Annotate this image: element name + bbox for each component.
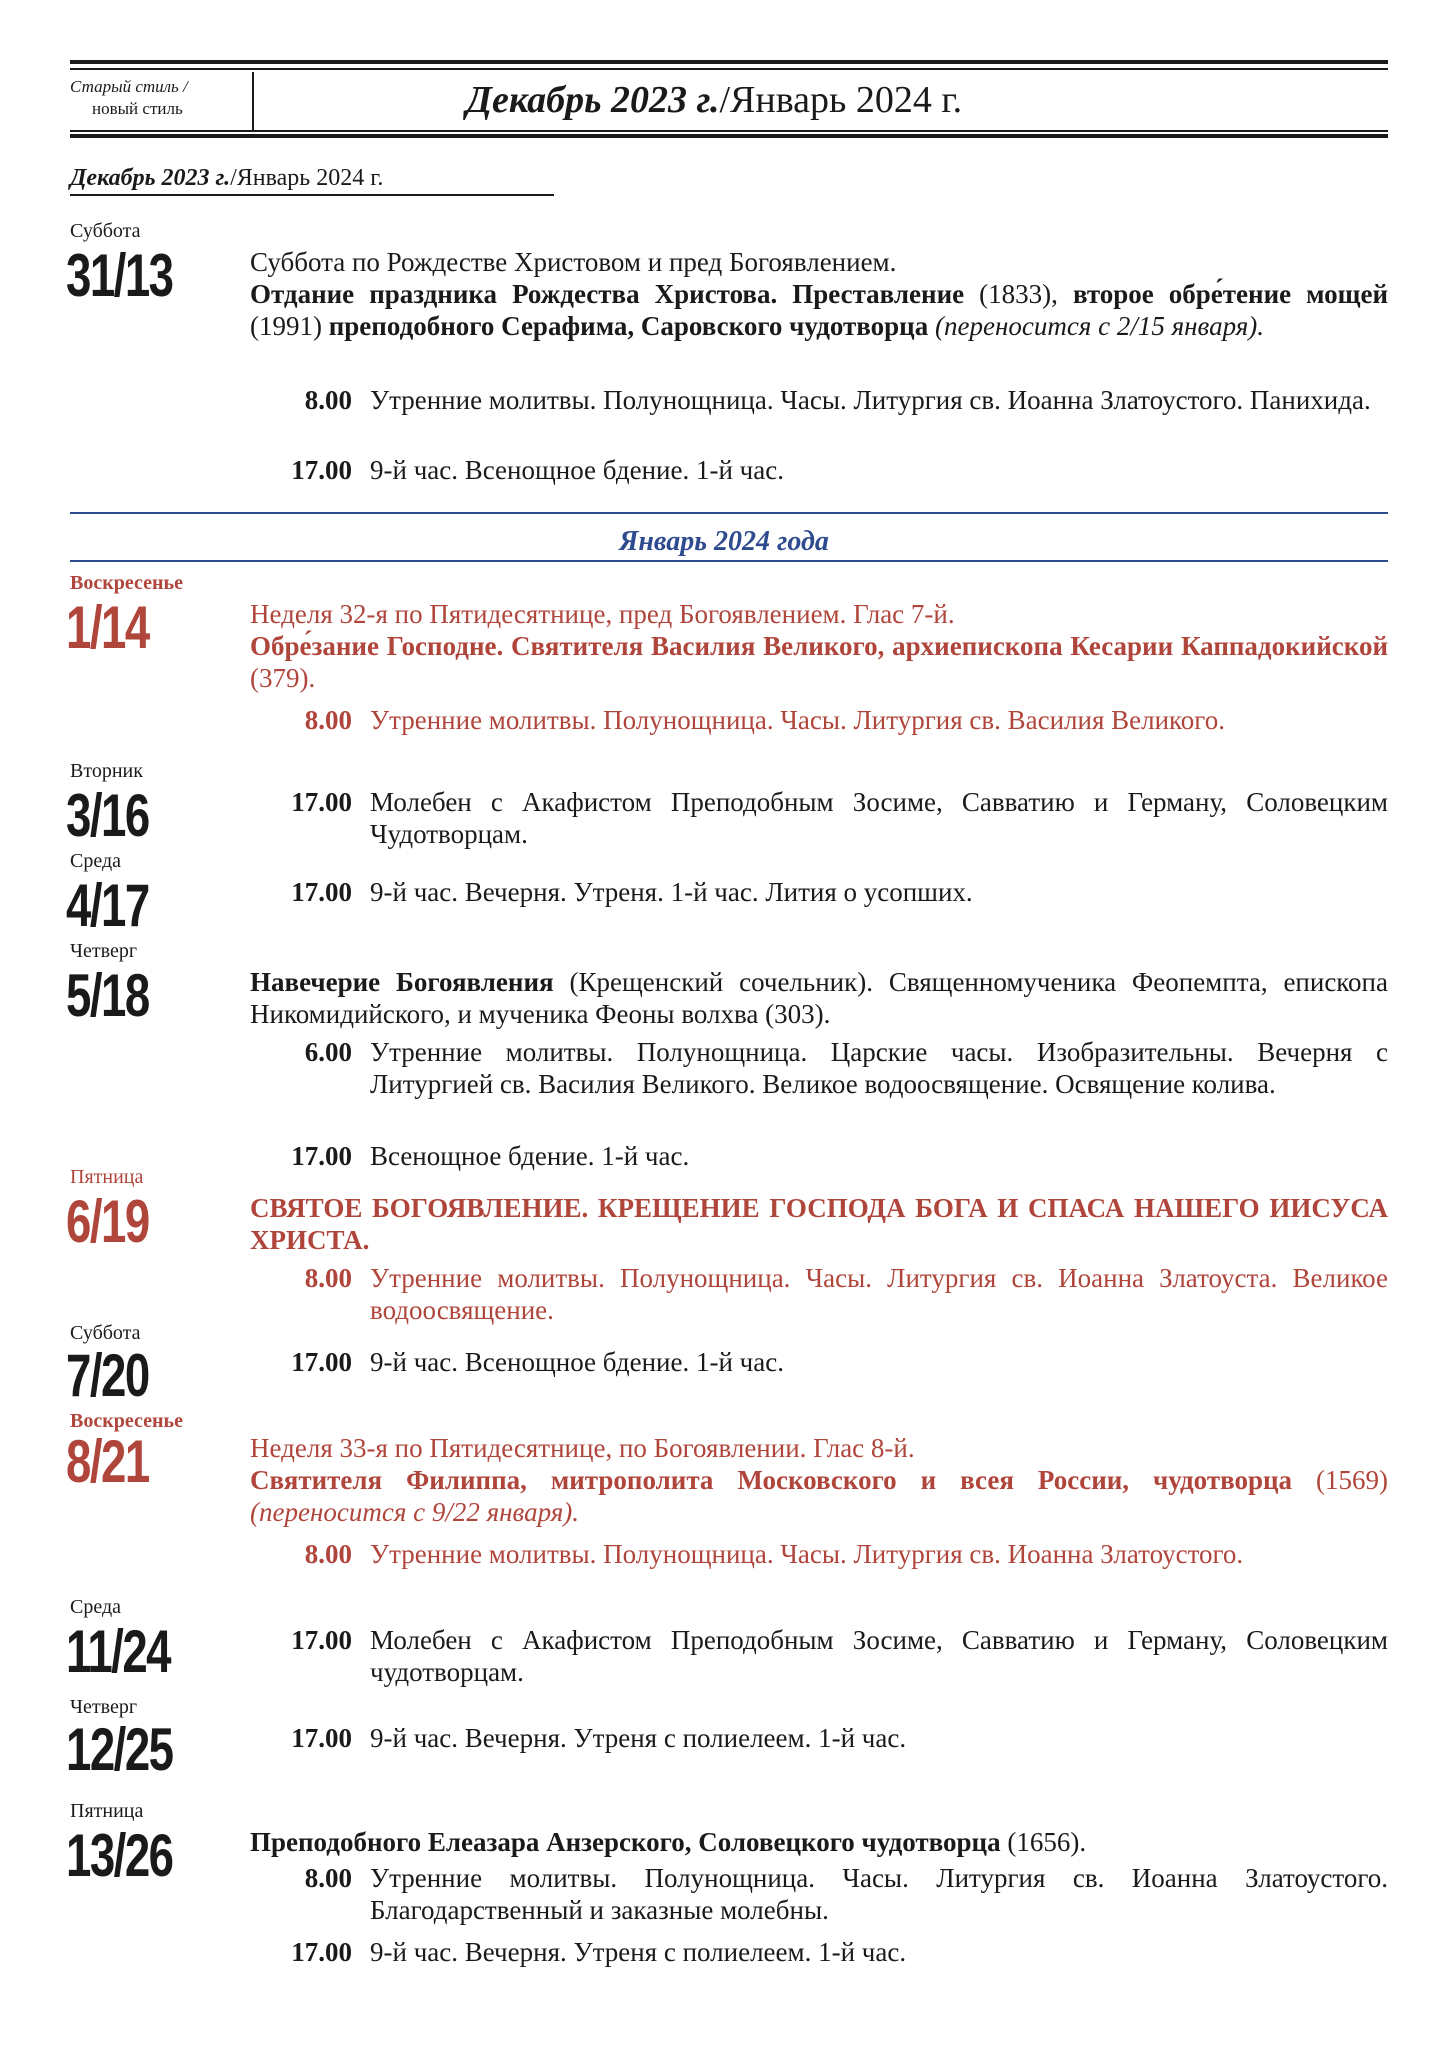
day-weekday: Воскресенье [70, 572, 183, 594]
day-weekday: Пятница [70, 1166, 144, 1188]
page-title-rest: /Январь 2024 г. [719, 79, 963, 121]
service-time: 17.00 [291, 1347, 352, 1377]
service-time: 17.00 [291, 787, 352, 817]
section-subtitle-rest: /Январь 2024 г. [230, 165, 384, 191]
feast-title: Преподобного Елеазара Анзерского, Соловецкого чудотворца [250, 1827, 1001, 1857]
day-weekday: Среда [70, 850, 122, 872]
service-entry [250, 1036, 1388, 1100]
service-time: 6.00 [304, 1037, 352, 1067]
feast-year: (1833), [964, 279, 1073, 309]
service-entry [250, 1862, 1388, 1926]
day-date: 6/19 [66, 1188, 149, 1255]
header-top-rule-thin [70, 68, 1388, 70]
day-date: 11/24 [66, 1618, 171, 1685]
day-date: 3/16 [66, 782, 149, 849]
service-entry [250, 1624, 1388, 1688]
feast-note: (переносится с 9/22 января). [250, 1497, 580, 1527]
service-entry [250, 454, 1388, 486]
service-text: 9-й час. Вечерня. Утреня. 1-й час. Лития о усопших. [370, 877, 973, 907]
feast-year: (1656). [1000, 1827, 1087, 1857]
service-time: 8.00 [304, 1539, 352, 1569]
service-entry [250, 704, 1388, 736]
service-text: Всенощное бдение. 1-й час. [370, 1141, 690, 1171]
service-text: Молебен с Акафистом Преподобным Зосиме, Савватию и Герману, Соловецким чудотворцам. [370, 1625, 1388, 1687]
header-style-line2: новый стиль [92, 99, 183, 118]
service-entry [250, 876, 1388, 908]
feast-text: (Крещенский сочельник). Священномученика Феопемпта, епископа Никомидийского, и мученика Феоны волхва (303). [250, 967, 1388, 1029]
feast-note: (переносится с 2/15 января). [934, 311, 1265, 341]
service-time: 17.00 [291, 1625, 352, 1655]
month-rule-bottom [70, 560, 1388, 562]
header-top-rule-thick [70, 60, 1388, 64]
page-title [466, 78, 962, 122]
feast-title: Отдание праздника Рождества Христова. Преставление [250, 279, 965, 309]
service-text: 9-й час. Всенощное бдение. 1-й час. [370, 1347, 784, 1377]
day-date: 4/17 [66, 872, 149, 939]
day-weekday: Среда [70, 1596, 122, 1618]
service-entry [250, 1262, 1388, 1326]
day-weekday: Суббота [70, 220, 141, 242]
service-text: Утренние молитвы. Полунощница. Царские часы. Изобразительны. Вечерня с Литургией св. Василия Великого. Великое водоосвящение. Освящение колива. [370, 1037, 1388, 1099]
day-description [250, 1192, 1388, 1256]
header-style-line1: Старый стиль / [70, 77, 188, 96]
service-time: 8.00 [304, 705, 352, 735]
service-time: 8.00 [304, 1863, 352, 1893]
service-entry [250, 786, 1388, 850]
service-time: 17.00 [291, 1937, 352, 1967]
service-entry [250, 1936, 1388, 1968]
day-description [250, 246, 1388, 342]
month-rule-top [70, 512, 1388, 514]
service-time: 17.00 [291, 1141, 352, 1171]
feast-title: СВЯТОЕ БОГОЯВЛЕНИЕ. КРЕЩЕНИЕ ГОСПОДА БОГА И СПАСА НАШЕГО ИИСУСА ХРИСТА. [250, 1193, 1388, 1255]
service-text: 9-й час. Вечерня. Утреня с полиелеем. 1-й час. [370, 1937, 907, 1967]
service-time: 17.00 [291, 877, 352, 907]
feast-title: Святителя Филиппа, митрополита Московского и всея России, чудотворца [250, 1465, 1293, 1495]
header-bottom-rule-thin [70, 130, 1388, 132]
day-date: 8/21 [66, 1428, 149, 1495]
day-line: Неделя 33-я по Пятидесятнице, по Богоявлении. Глас 8-й. [250, 1433, 915, 1463]
service-entry [250, 1346, 1388, 1378]
feast-title: Обре́зание Господне. Святителя Василия Великого, архиепископа Кесарии Каппадокийской [250, 631, 1388, 661]
feast-title: Навечерие Богоявления [250, 967, 554, 997]
service-text: 9-й час. Всенощное бдение. 1-й час. [370, 455, 784, 485]
service-entry [250, 1538, 1388, 1570]
service-text: Утренние молитвы. Полунощница. Часы. Литургия св. Иоанна Златоустого. Благодарственный и заказные молебны. [370, 1863, 1388, 1925]
day-description [250, 1432, 1388, 1528]
service-text: 9-й час. Вечерня. Утреня с полиелеем. 1-й час. [370, 1723, 907, 1753]
day-weekday: Пятница [70, 1800, 144, 1822]
service-entry [250, 1722, 1388, 1754]
service-text: Утренние молитвы. Полунощница. Часы. Литургия св. Иоанна Златоустого. Панихида. [370, 385, 1371, 415]
service-time: 17.00 [291, 1723, 352, 1753]
service-time: 8.00 [304, 385, 352, 415]
header-bottom-rule-thick [70, 134, 1388, 138]
section-subtitle-bold: Декабрь 2023 г. [70, 165, 231, 191]
day-date: 12/25 [66, 1716, 173, 1783]
service-time: 8.00 [304, 1263, 352, 1293]
day-description [250, 966, 1388, 1030]
feast-title: преподобного Серафима, Саровского чудотворца [328, 311, 929, 341]
day-date: 1/14 [66, 594, 149, 661]
day-date: 31/13 [66, 242, 173, 309]
service-text: Утренние молитвы. Полунощница. Часы. Литургия св. Иоанна Златоустого. [370, 1539, 1244, 1569]
section-subtitle-rule [70, 194, 554, 196]
service-entry [250, 384, 1388, 416]
page-title-bold: Декабрь 2023 г. [466, 79, 720, 121]
section-subtitle [70, 164, 383, 192]
feast-year: (1569) [1292, 1465, 1388, 1495]
day-weekday: Вторник [70, 760, 143, 782]
service-time: 17.00 [291, 455, 352, 485]
month-heading: Январь 2024 года [619, 526, 829, 557]
day-date: 5/18 [66, 962, 149, 1029]
service-entry [250, 1140, 1388, 1172]
feast-year: (1991) [250, 311, 329, 341]
service-text: Утренние молитвы. Полунощница. Часы. Литургия св. Василия Великого. [370, 705, 1225, 735]
day-date: 7/20 [66, 1342, 149, 1409]
feast-title: второе обре́тение мощей [1072, 279, 1389, 309]
day-date: 13/26 [66, 1822, 173, 1889]
day-description [250, 1826, 1388, 1858]
service-text: Молебен с Акафистом Преподобным Зосиме, Савватию и Герману, Соловецким Чудотворцам. [370, 787, 1388, 849]
day-line: Неделя 32-я по Пятидесятнице, пред Богоявлением. Глас 7-й. [250, 599, 955, 629]
feast-year: (379). [250, 663, 316, 693]
day-weekday: Четверг [70, 1696, 138, 1718]
day-weekday: Четверг [70, 940, 138, 962]
service-text: Утренние молитвы. Полунощница. Часы. Литургия св. Иоанна Златоуста. Великое водоосвящение. [370, 1263, 1388, 1325]
header-style-note [70, 76, 188, 120]
day-weekday: Воскресенье [70, 1410, 183, 1432]
day-weekday: Суббота [70, 1322, 141, 1344]
header-divider [252, 72, 254, 130]
day-line: Суббота по Рождестве Христовом и пред Богоявлением. [250, 247, 897, 277]
day-description [250, 598, 1388, 694]
